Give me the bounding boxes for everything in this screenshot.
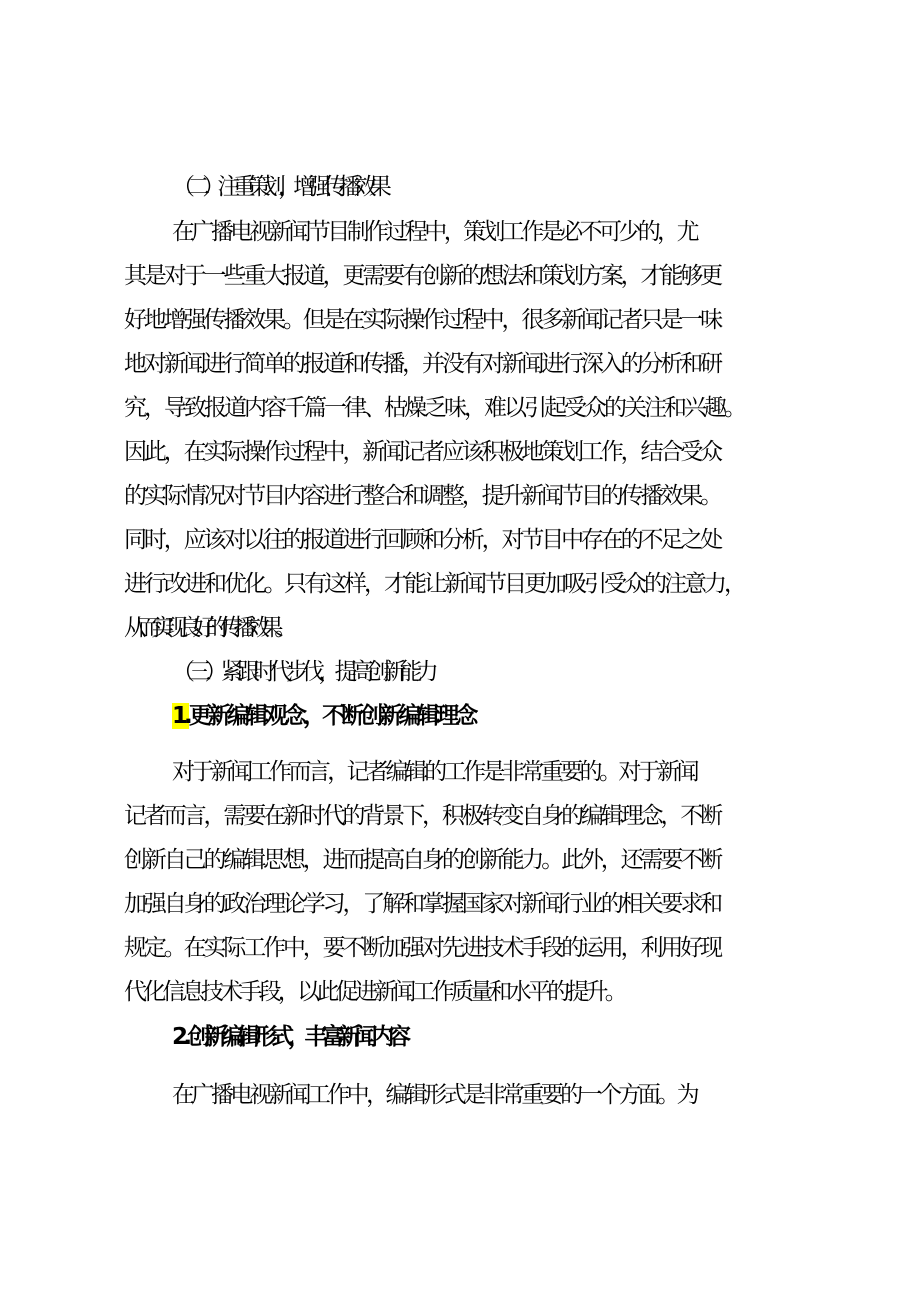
paragraph-line: 好地增强传播效果。但是在实际操作过程中，很多新闻记者只是一味	[124, 307, 721, 333]
paragraph-line: 进行改进和优化。只有这样，才能让新闻节目更加吸引受众的注意力，	[124, 571, 744, 597]
section-heading: （三）紧跟时代步伐，提高创新能力	[172, 659, 432, 685]
subheading	[0, 701, 920, 731]
paragraph-line: 规定。在实际工作中，要不断加强对先进技术手段的运用，利用好现	[124, 935, 721, 961]
subheading-title: 更新编辑观念，不断创新编辑理念	[188, 703, 475, 729]
paragraph-line: 加强自身的政治理论学习，了解和掌握国家对新闻行业的相关要求和	[124, 891, 721, 917]
paragraph-line: 的实际情况对节目内容进行整合和调整，提升新闻节目的传播效果。	[124, 483, 721, 509]
paragraph-line: 其是对于一些重大报道，更需要有创新的想法和策划方案，才能够更	[124, 263, 721, 289]
paragraph-line: 同时，应该对以往的报道进行回顾和分析，对节目中存在的不足之处	[124, 527, 721, 553]
paragraph-line: 创新自己的编辑思想，进而提高自身的创新能力。此外，还需要不断	[124, 847, 721, 873]
paragraph-line: 在广播电视新闻工作中，编辑形式是非常重要的一个方面。为	[172, 1082, 697, 1108]
highlighted-number: 1.	[172, 703, 189, 729]
paragraph-line: 代化信息技术手段，以此促进新闻工作质量和水平的提升。	[124, 979, 625, 1005]
paragraph-line: 对于新闻工作而言，记者编辑的工作是非常重要的。对于新闻	[172, 759, 697, 785]
paragraph-line: 在广播电视新闻节目制作过程中，策划工作是必不可少的，尤	[172, 219, 697, 245]
paragraph-line: 究，导致报道内容千篇一律、枯燥乏味，难以引起受众的关注和兴趣。	[124, 395, 744, 421]
paragraph-line: 因此，在实际操作过程中，新闻记者应该积极地策划工作，结合受众	[124, 439, 721, 465]
subheading: 2 . 创新编辑形式，丰富新闻内容	[172, 1024, 405, 1050]
section-heading: （二）注重策划，增强传播效果	[172, 174, 385, 200]
paragraph-line: 地对新闻进行简单的报道和传播，并没有对新闻进行深入的分析和研	[124, 351, 721, 377]
paragraph-line: 记者而言，需要在新时代的背景下，积极转变自身的编辑理念，不断	[124, 803, 721, 829]
paragraph-line: 从而实现良好的传播效果。	[124, 615, 289, 641]
